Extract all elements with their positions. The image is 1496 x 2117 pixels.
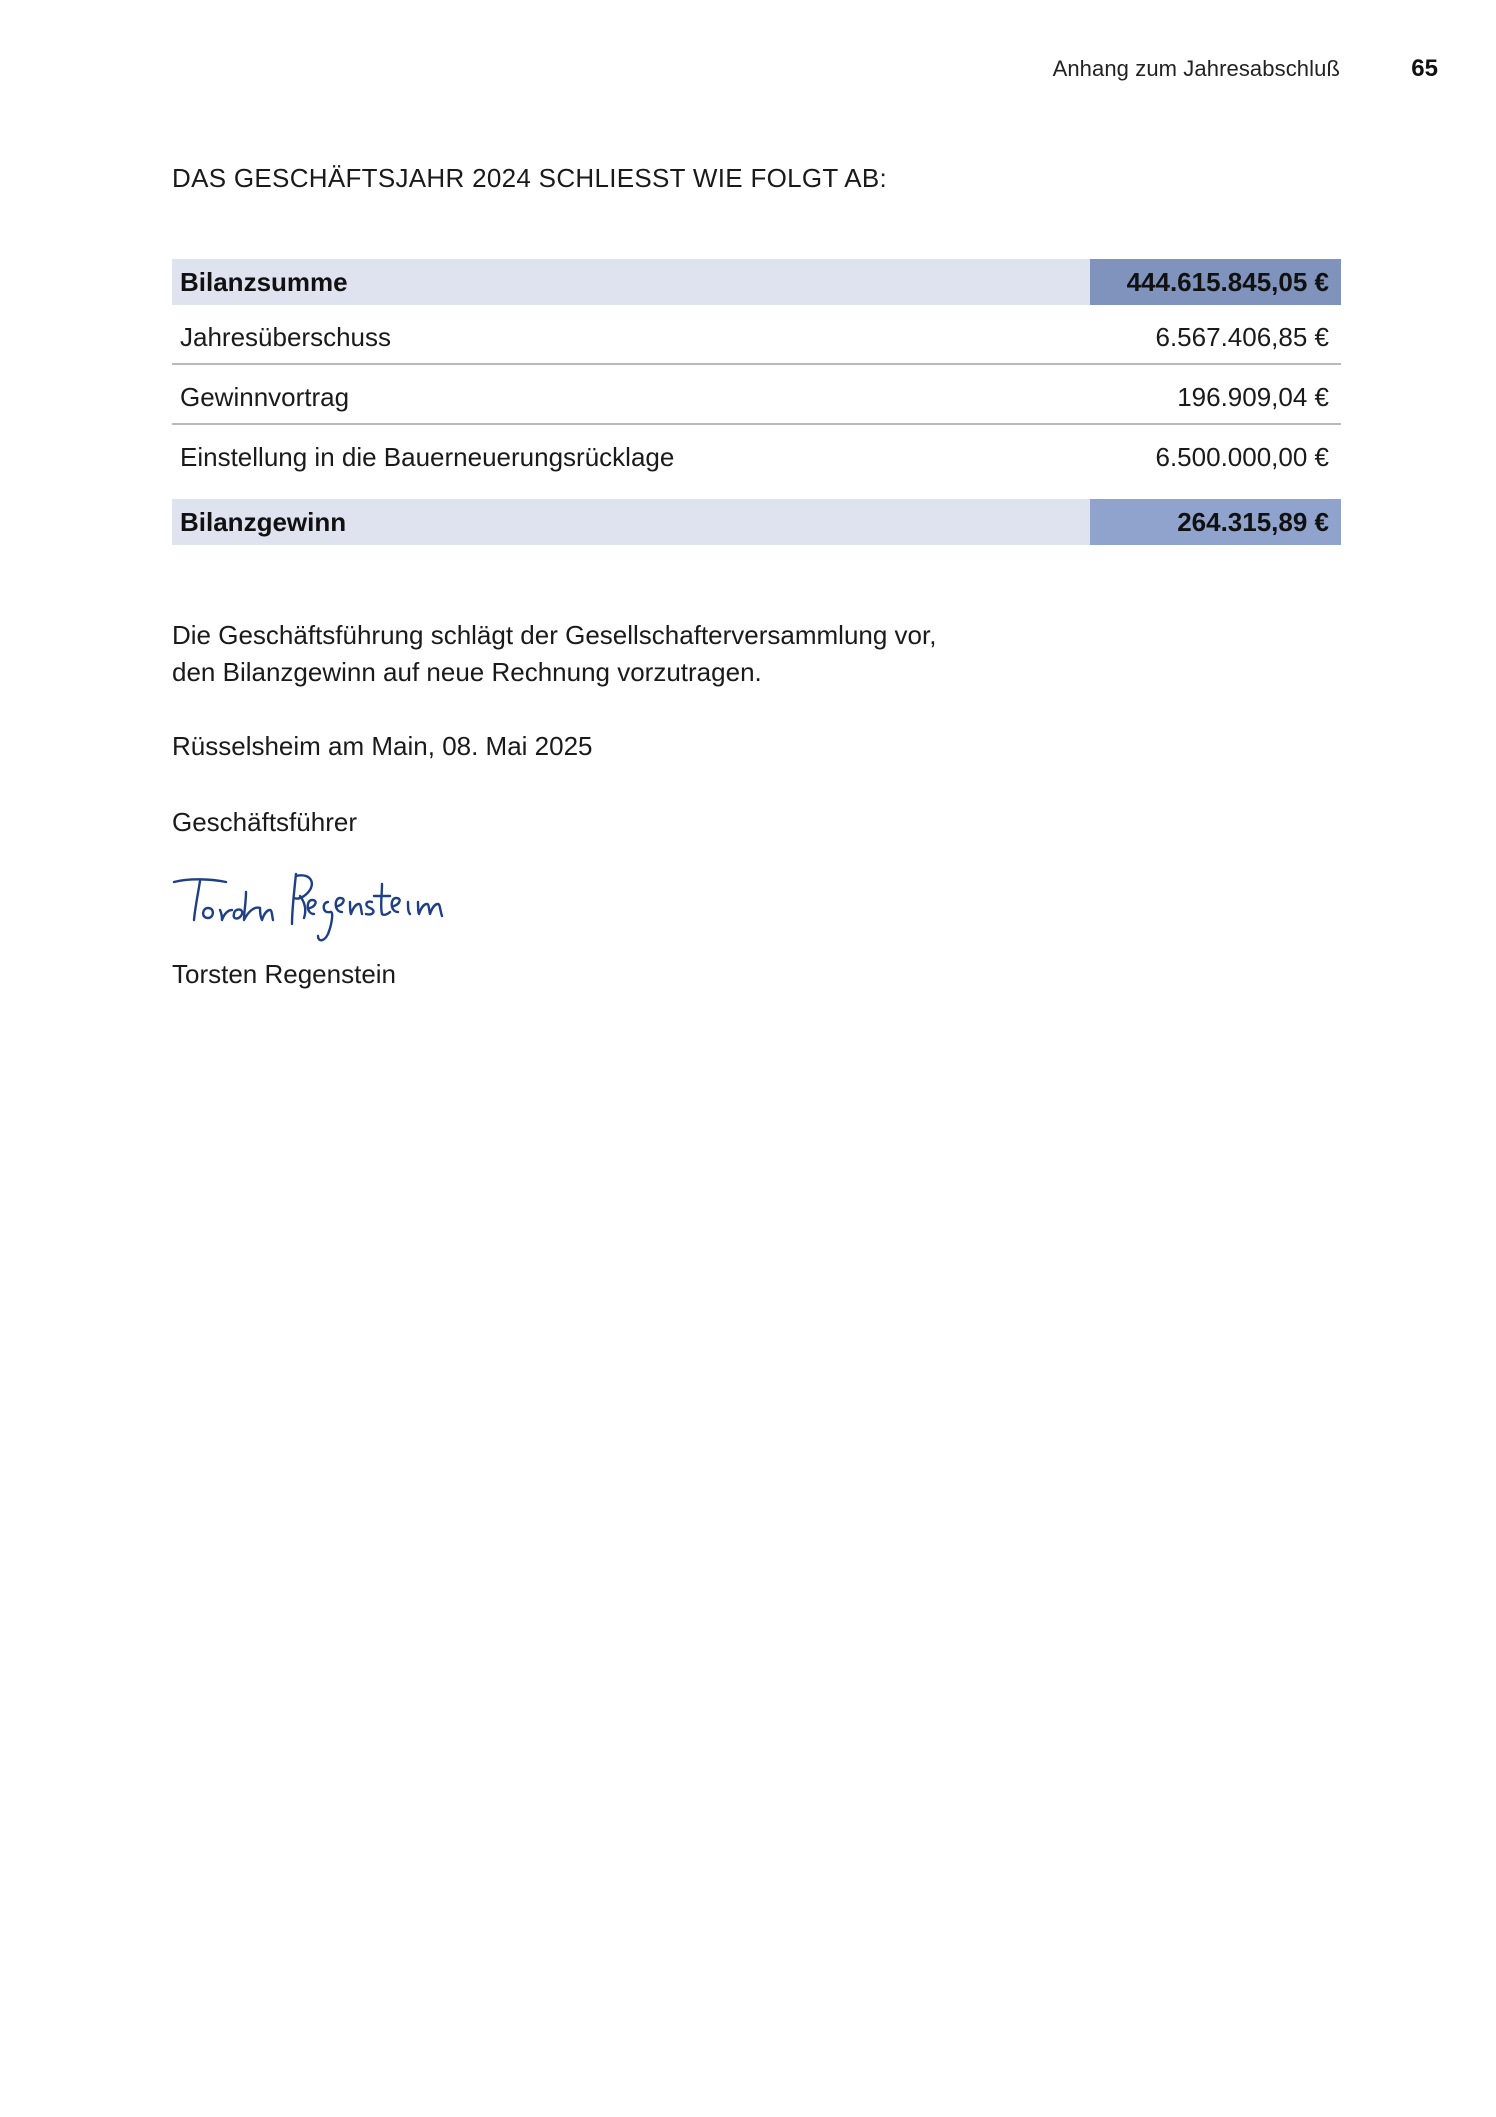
signer-role: Geschäftsführer bbox=[172, 807, 357, 837]
row-label: Bilanzsumme bbox=[180, 267, 348, 297]
signer-name: Torsten Regenstein bbox=[172, 959, 397, 989]
row-value: 444.615.845,05 € bbox=[1126, 267, 1329, 297]
table-row-bilanzgewinn bbox=[172, 499, 1341, 545]
table-spacer bbox=[172, 485, 1341, 499]
row-label: Gewinnvortrag bbox=[180, 382, 350, 412]
value-highlight-box bbox=[1090, 259, 1341, 305]
table-row bbox=[172, 305, 1341, 365]
table-row-bilanzsumme bbox=[172, 259, 1341, 305]
place-and-date: Rüsselsheim am Main, 08. Mai 2025 bbox=[172, 731, 593, 761]
table-row bbox=[172, 425, 1341, 485]
row-label: Einstellung in die Bauerneuerungsrücklage bbox=[180, 442, 675, 472]
value-highlight-box bbox=[1090, 499, 1341, 545]
proposal-line: den Bilanzgewinn auf neue Rechnung vorzutragen. bbox=[172, 657, 762, 687]
page-header bbox=[0, 52, 1496, 88]
financial-summary-table bbox=[172, 259, 1341, 545]
row-label: Bilanzgewinn bbox=[180, 507, 347, 537]
proposal-paragraph bbox=[172, 617, 936, 691]
row-value: 6.500.000,00 € bbox=[1155, 442, 1329, 472]
row-value: 6.567.406,85 € bbox=[1155, 322, 1329, 352]
row-value: 264.315,89 € bbox=[1177, 507, 1329, 537]
table-row bbox=[172, 365, 1341, 425]
section-heading: DAS GESCHÄFTSJAHR 2024 SCHLIESST WIE FOLGT AB: bbox=[172, 163, 888, 193]
row-label: Jahresüberschuss bbox=[180, 322, 391, 352]
header-title: Anhang zum Jahresabschluß bbox=[1052, 56, 1340, 81]
signature-image bbox=[168, 862, 468, 954]
page-number: 65 bbox=[1411, 55, 1438, 82]
row-value: 196.909,04 € bbox=[1177, 382, 1329, 412]
proposal-line: Die Geschäftsführung schlägt der Gesellschafterversammlung vor, bbox=[172, 620, 937, 650]
